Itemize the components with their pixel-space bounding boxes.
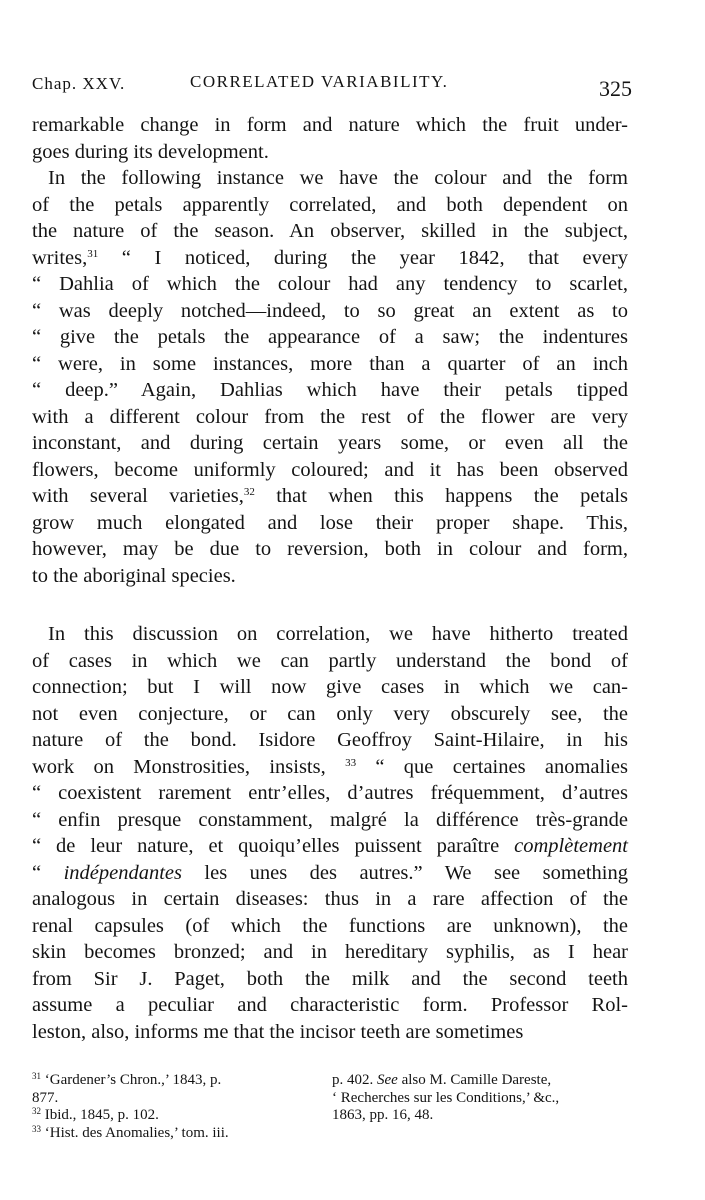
paragraph [32, 112, 628, 165]
paragraph [32, 621, 628, 1045]
text-line: to the aboriginal species. [32, 564, 236, 587]
footnote-line: 877. [32, 1089, 59, 1106]
text-line: inconstant, and during certain years some, or even all the [32, 432, 628, 454]
chapter-label: Chap. XXV. [32, 74, 126, 93]
footnote-ref: 33 [345, 756, 357, 769]
page-number: 325 [599, 76, 632, 101]
text-line: nature of the bond. Isidore Geoffroy Saint-Hilaire, in his [32, 729, 628, 751]
text-line: not even conjecture, or can only very obscurely see, the [32, 702, 628, 725]
paragraph [32, 165, 628, 589]
text-line: “ Dahlia of which the colour had any tendency to scarlet, [32, 273, 628, 295]
footnote-ref: 32 [32, 1106, 41, 1116]
text-line: “ indépendantes les unes des autres.” We see something [32, 861, 629, 884]
footnote-line: $^{32}$ Ibid., 1845, p. 102. [32, 1106, 159, 1123]
footnote-ref: 33 [32, 1123, 41, 1134]
italic-text: complètement [514, 835, 628, 857]
text-line: skin becomes bronzed; and in hereditary syphilis, as I hear [32, 941, 628, 963]
footnotes-left-column [32, 1072, 322, 1142]
text-line: remarkable change in form and nature which the fruit under- [32, 114, 628, 136]
text-line: “ coexistent rarement entr’elles, d’autres fréquemment, d’autres [32, 782, 628, 804]
text-line: “ was deeply notched—indeed, to so great an extent as to [32, 299, 628, 322]
text-line: “ give the petals the appearance of a saw; the indentures [32, 326, 628, 348]
text-line: the nature of the season. An observer, skilled in the subject, [32, 220, 628, 242]
text-line: assume a peculiar and characteristic form. Professor Rol- [32, 994, 628, 1016]
running-header [32, 68, 632, 100]
running-title: CORRELATED VARIABILITY. [190, 72, 449, 91]
footnote-line: 1863, pp. 16, 48. [332, 1107, 434, 1123]
text-line: “ de leur nature, et quoiqu’elles puissent paraître complètement [32, 835, 628, 857]
text-line: flowers, become uniformly coloured; and it has been observed [32, 458, 628, 481]
section-break [32, 589, 628, 621]
italic-text: indépendantes [63, 861, 182, 884]
body-text [32, 112, 628, 1045]
footnotes-right-column [332, 1072, 632, 1125]
text-line: “ enfin presque constamment, malgré la différence très-grande [32, 808, 628, 831]
text-line: connection; but I will now give cases in which we can- [32, 676, 628, 698]
text-line: In this discussion on correlation, we have hitherto treated [48, 623, 628, 645]
footnote-line: ‘ Recherches sur les Conditions,’ &c., [332, 1089, 560, 1106]
text-line: of the petals apparently correlated, and both dependent on [32, 193, 628, 216]
text-line: analogous in certain diseases: thus in a rare affection of the [32, 888, 628, 910]
text-line: of cases in which we can partly understand the bond of [32, 649, 628, 672]
footnote-line: $^{33}$ ‘Hist. des Anomalies,’ tom. iii. [32, 1123, 229, 1141]
italic-text: See [377, 1072, 398, 1088]
text-line: leston, also, informs me that the incisor teeth are sometimes [32, 1020, 524, 1043]
text-line: “ were, in some instances, more than a quarter of an inch [32, 352, 628, 375]
text-line: from Sir J. Paget, both the milk and the second teeth [32, 967, 628, 990]
text-line: with a different colour from the rest of the flower are very [32, 405, 628, 428]
text-line: with several varieties,$^{32}$ that when this happens the petals [32, 485, 628, 507]
footnote-ref: 31 [32, 1071, 41, 1081]
footnote-ref: 31 [87, 247, 99, 260]
text-line: goes during its development. [32, 140, 269, 163]
text-line: however, may be due to reversion, both in colour and form, [32, 538, 628, 560]
footnote-line: $^{31}$ ‘Gardener’s Chron.,’ 1843, p. [32, 1071, 222, 1088]
text-line: renal capsules (of which the functions are unknown), the [32, 914, 628, 937]
footnote-ref: 32 [243, 486, 255, 498]
text-line: work on Monstrosities, insists, $^{33}$ “ que certaines anomalies [32, 755, 628, 778]
text-line: “ deep.” Again, Dahlias which have their petals tipped [32, 379, 628, 401]
text-line: writes,$^{31}$ “ I noticed, during the year 1842, that every [32, 246, 628, 269]
text-line: grow much elongated and lose their proper shape. This, [32, 511, 628, 534]
text-line: In the following instance we have the colour and the form [48, 167, 628, 189]
footnote-line: p. 402. See also M. Camille Dareste, [332, 1072, 552, 1088]
